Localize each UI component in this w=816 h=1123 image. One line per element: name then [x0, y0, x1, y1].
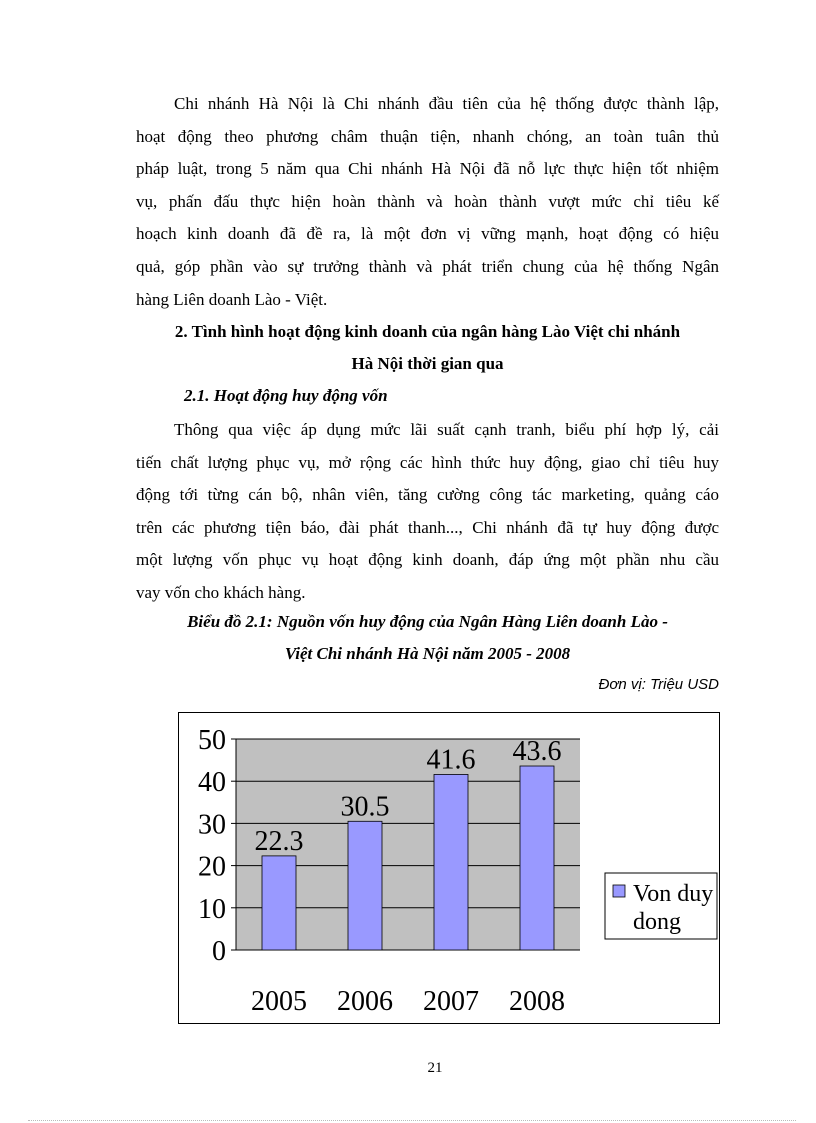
mobilization-line: trên các phương tiện báo, đài phát thanh..., Chi nhánh đã tự huy động được: [136, 517, 719, 537]
intro-paragraph: [136, 88, 719, 316]
chart-container: [178, 712, 720, 1024]
y-tick-label: 0: [212, 936, 226, 967]
legend-label-line2: dong: [633, 909, 681, 935]
footer-divider: [28, 1120, 796, 1121]
section-heading-line1: 2. Tình hình hoạt động kinh doanh của ngân hàng Lào Việt chi nhánh: [174, 322, 681, 341]
bar: [262, 856, 296, 950]
y-tick-label: 30: [198, 809, 226, 841]
section-heading-line2: Hà Nội thời gian qua: [351, 354, 504, 373]
y-tick-label: 50: [198, 725, 226, 756]
mobilization-line: động tới từng cán bộ, nhân viên, tăng cường công tác marketing, quảng cáo: [136, 485, 719, 505]
data-label: 41.6: [426, 744, 476, 776]
bar: [434, 774, 468, 950]
intro-line: hàng Liên doanh Lào - Việt.: [136, 289, 328, 309]
intro-line: Chi nhánh Hà Nội là Chi nhánh đầu tiên của hệ thống được thành lập,: [174, 94, 719, 113]
unit-label: Đơn vị: Triệu USD: [598, 676, 719, 693]
data-label: 30.5: [340, 791, 390, 823]
intro-line: hoạt động theo phương châm thuận tiện, nhanh chóng, an toàn tuân thủ: [136, 126, 719, 146]
chart-caption-line1: Biểu đồ 2.1: Nguồn vốn huy động của Ngân Hàng Liên doanh Lào -: [187, 612, 668, 631]
mobilization-line: tiến chất lượng phục vụ, mở rộng các hình thức huy động, giao chỉ tiêu huy: [136, 452, 719, 472]
legend-label-line1: Von duy: [633, 881, 714, 907]
subsection-heading: 2.1. Hoạt động huy động vốn: [184, 386, 388, 405]
bar-chart: [179, 713, 719, 1023]
y-tick-label: 10: [198, 893, 226, 925]
y-tick-label: 20: [198, 851, 226, 883]
bar: [348, 821, 382, 950]
x-tick-label: 2006: [337, 986, 393, 1017]
x-tick-label: 2008: [509, 986, 565, 1017]
x-tick-label: 2007: [423, 986, 479, 1017]
legend-swatch: [613, 885, 625, 897]
intro-line: vụ, phấn đấu thực hiện hoàn thành và hoàn thành vượt mức chỉ tiêu kế: [136, 191, 719, 211]
mobilization-paragraph: [136, 414, 719, 610]
mobilization-line: Thông qua việc áp dụng mức lãi suất cạnh tranh, biểu phí hợp lý, cải: [174, 420, 719, 439]
y-tick-label: 40: [198, 767, 226, 799]
mobilization-line: vay vốn cho khách hàng.: [136, 582, 306, 602]
chart-caption-line2: Việt Chi nhánh Hà Nội năm 2005 - 2008: [284, 644, 571, 663]
data-label: 22.3: [254, 825, 304, 857]
mobilization-line: một lượng vốn phục vụ hoạt động kinh doanh, đáp ứng một phần nhu cầu: [136, 550, 719, 570]
page-number: 21: [427, 1060, 443, 1076]
intro-line: pháp luật, trong 5 năm qua Chi nhánh Hà Nội đã nỗ lực thực hiện tốt nhiệm: [136, 159, 719, 179]
bar: [520, 766, 554, 950]
intro-line: hoạch kinh doanh đã đề ra, là một đơn vị vững mạnh, hoạt động có hiệu: [136, 224, 719, 244]
data-label: 43.6: [512, 736, 562, 768]
intro-line: quả, góp phần vào sự trưởng thành và phát triển chung của hệ thống Ngân: [136, 256, 719, 276]
x-tick-label: 2005: [251, 986, 307, 1017]
